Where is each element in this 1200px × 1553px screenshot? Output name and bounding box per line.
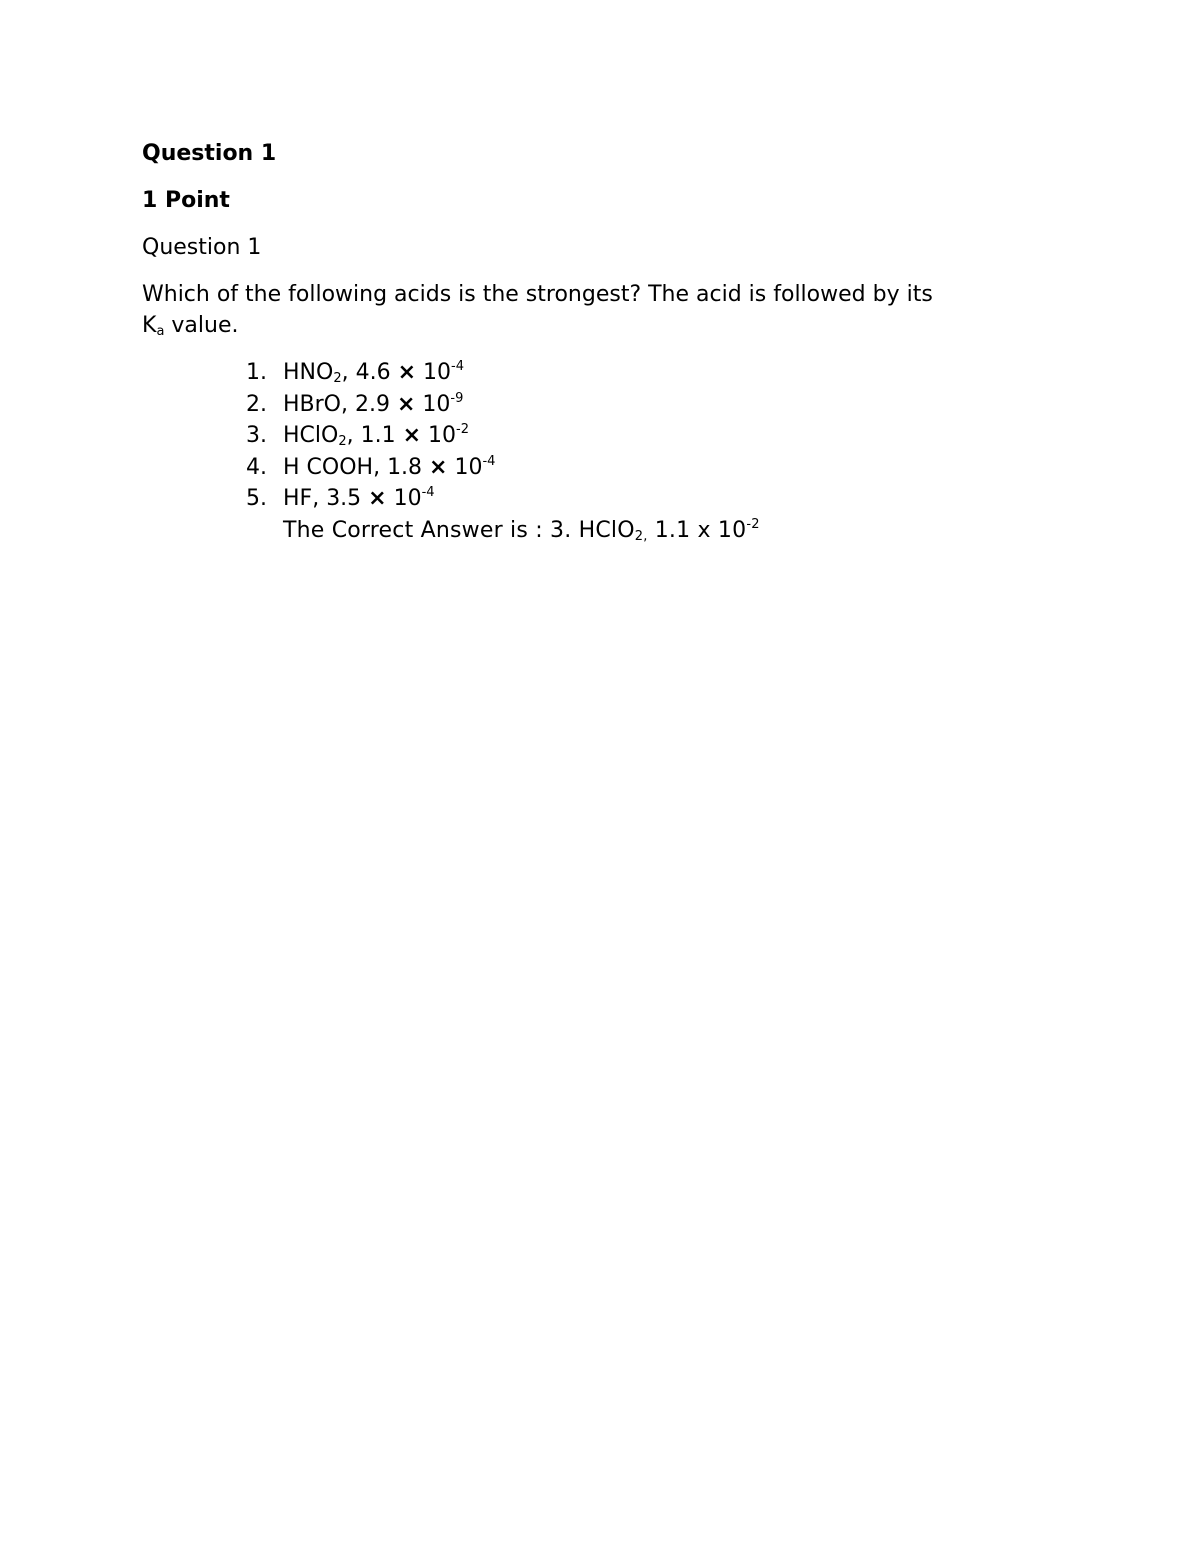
option-base: 10 xyxy=(415,391,451,417)
option-base: 10 xyxy=(386,486,422,511)
question-label: Question 1 xyxy=(142,235,262,260)
option-formula: H COOH xyxy=(283,454,374,480)
option-times: × xyxy=(397,360,417,385)
option-times: × xyxy=(396,391,416,417)
option-number: 1. xyxy=(246,360,267,385)
answer-options-list xyxy=(246,357,1042,515)
option-number: 2. xyxy=(246,391,267,417)
option-exponent: -4 xyxy=(421,485,435,500)
question-text xyxy=(142,279,1042,341)
option-formula: HF xyxy=(283,486,313,511)
option-exponent: -9 xyxy=(450,390,464,406)
question-text-line1: Which of the following acids is the strongest? The acid is followed by its xyxy=(142,282,933,307)
option-value: , 2.9 xyxy=(341,391,397,417)
option-formula: HNO xyxy=(283,360,334,385)
option-number: 5. xyxy=(246,486,267,511)
option-exponent: -4 xyxy=(451,359,464,374)
option-value: , 3.5 xyxy=(312,486,369,511)
option-value: , 1.8 xyxy=(373,454,430,480)
option-formula: HClO xyxy=(283,423,339,448)
option-formula-sub: 2 xyxy=(333,371,342,386)
option-number: 3. xyxy=(246,423,267,448)
option-times: × xyxy=(402,423,422,448)
option-times: × xyxy=(368,486,387,511)
option-base: 10 xyxy=(421,423,457,448)
option-formula: HBrO xyxy=(283,391,341,417)
question-text-k: K xyxy=(142,313,157,338)
correct-answer xyxy=(246,515,1042,546)
option-number: 4. xyxy=(246,454,267,480)
question-text-k-sub: a xyxy=(156,324,165,339)
question-content xyxy=(142,138,1042,546)
question-text-line2: value. xyxy=(164,313,239,338)
option-2 xyxy=(246,389,1042,421)
correct-answer-value: 1.1 x 10 xyxy=(647,517,747,543)
option-times: × xyxy=(429,454,448,480)
correct-answer-prefix: The Correct Answer is : 3. HClO xyxy=(283,517,635,543)
question-heading: Question 1 xyxy=(142,141,277,166)
correct-answer-exponent: -2 xyxy=(746,516,760,532)
correct-answer-sub: 2, xyxy=(634,528,648,544)
option-4 xyxy=(246,452,1042,484)
option-3 xyxy=(246,420,1042,452)
option-1 xyxy=(246,357,1042,389)
option-base: 10 xyxy=(416,360,452,385)
option-5 xyxy=(246,483,1042,515)
question-points: 1 Point xyxy=(142,188,230,213)
option-base: 10 xyxy=(447,454,483,480)
option-exponent: -2 xyxy=(456,422,469,437)
option-value: , 4.6 xyxy=(341,360,398,385)
option-exponent: -4 xyxy=(482,453,496,469)
option-value: , 1.1 xyxy=(346,423,403,448)
option-formula-sub: 2 xyxy=(338,434,347,449)
